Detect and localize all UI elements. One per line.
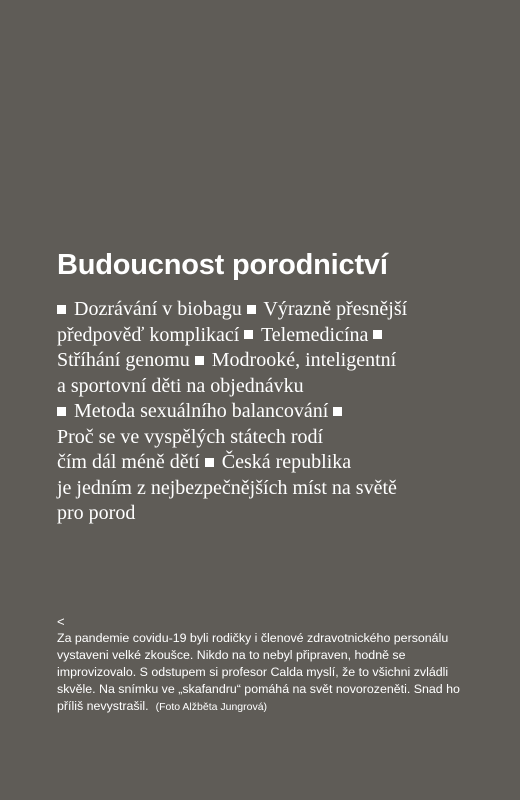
topic-text: předpověď komplikací (57, 323, 245, 346)
topic-text: pro porod (57, 502, 136, 524)
topic-line (57, 399, 487, 425)
chapter-title: Budoucnost porodnictví (57, 249, 388, 281)
topic-text: a sportovní děti na objednávku (57, 374, 304, 397)
arrow-left-icon: < (57, 614, 65, 629)
photo-credit: (Foto Alžběta Jungrová) (155, 701, 268, 713)
topic-line (57, 348, 487, 374)
square-bullet-icon (373, 330, 382, 339)
caption-line: vystaveni velké zkoušce. Nikdo na to nebyl připraven, hodně se (57, 648, 406, 662)
caption-line-text: příliš nevystrašil. (57, 699, 149, 713)
topic-line (57, 425, 487, 451)
topic-line (57, 450, 487, 476)
topic-text: je jedním z nejbezpečnějších míst na světě (57, 476, 397, 499)
square-bullet-icon (333, 407, 342, 416)
topic-line (57, 323, 487, 349)
topic-text: Česká republika (216, 451, 352, 473)
square-bullet-icon (247, 305, 256, 314)
topic-text: Telemedicína (256, 323, 374, 346)
square-bullet-icon (57, 407, 66, 416)
topic-text: Modrooké, inteligentní (206, 349, 397, 371)
square-bullet-icon (244, 330, 253, 339)
topic-list (57, 297, 487, 527)
topic-text: čím dál méně dětí (57, 451, 205, 473)
topic-text: Stříhání genomu (57, 349, 195, 371)
caption-line: skvěle. Na snímku ve „skafandru“ pomáhá na svět novorozeněti. Snad ho (57, 682, 460, 696)
caption-line: improvizovalo. S odstupem si profesor Calda myslí, že to všichni zvládli (57, 665, 449, 679)
topic-text: Výrazně přesnější (258, 298, 408, 320)
topic-line (57, 374, 487, 400)
square-bullet-icon (57, 305, 66, 314)
topic-text: Proč se ve vyspělých státech rodí (57, 425, 324, 448)
topic-line (57, 297, 487, 323)
topic-text: Dozrávání v biobagu (69, 298, 247, 320)
caption-last-line (57, 698, 477, 716)
square-bullet-icon (195, 356, 204, 365)
topic-line (57, 501, 487, 527)
square-bullet-icon (205, 458, 214, 467)
photo-caption (57, 614, 477, 716)
topic-line (57, 476, 487, 502)
caption-line: Za pandemie covidu-19 byli rodičky i členové zdravotnického personálu (57, 631, 449, 645)
topic-text: Metoda sexuálního balancování (69, 400, 334, 422)
